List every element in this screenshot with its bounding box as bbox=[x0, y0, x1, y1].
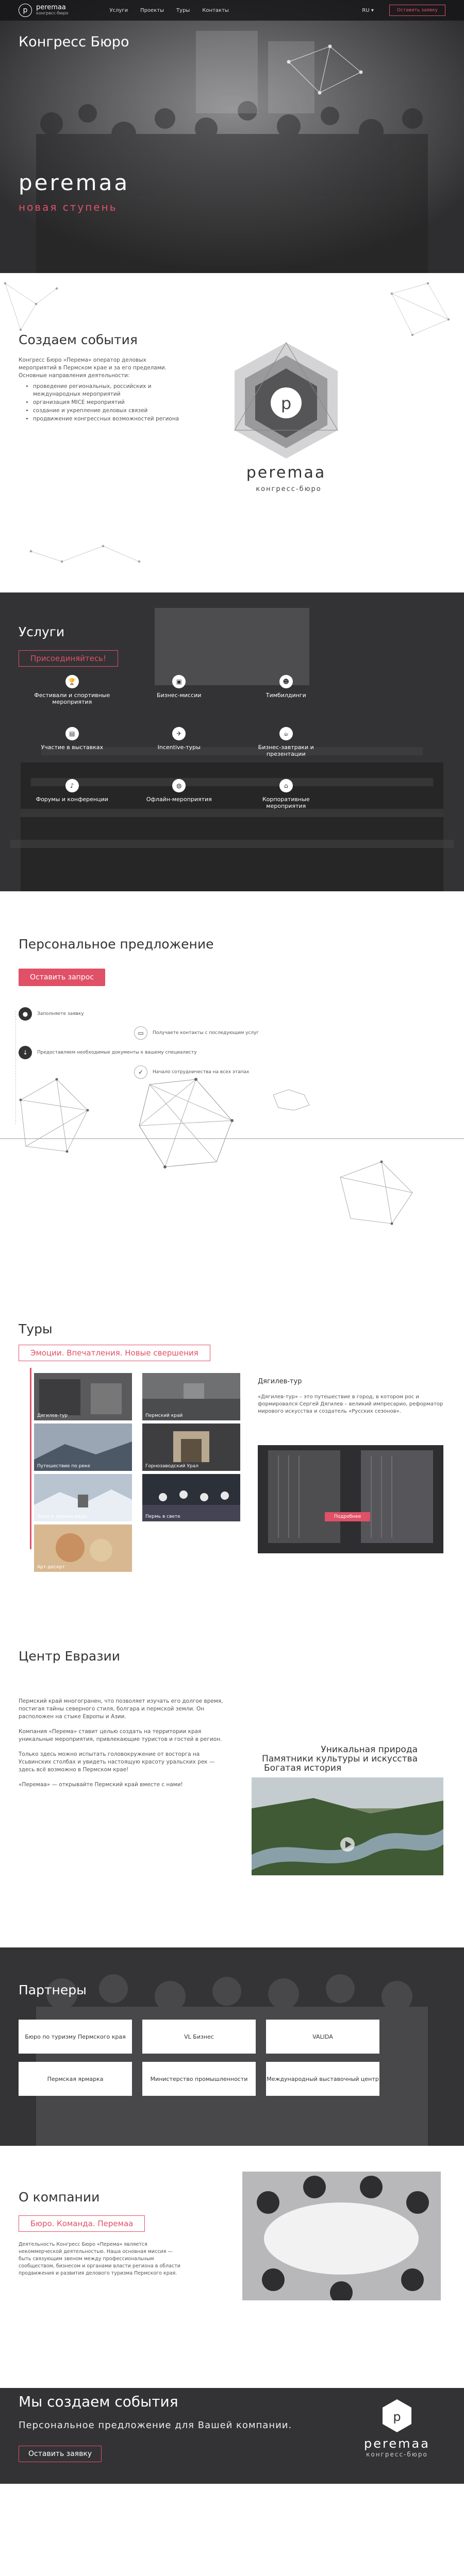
service-forums[interactable] bbox=[19, 779, 126, 809]
nav-item-services[interactable]: Услуги bbox=[109, 7, 128, 13]
meeting-photo bbox=[242, 2172, 441, 2300]
logo-p-icon: p bbox=[19, 4, 32, 17]
tour-card-label: Горнозаводский Урал bbox=[145, 1464, 198, 1469]
tour-card[interactable] bbox=[34, 1423, 132, 1471]
tour-card[interactable] bbox=[34, 1474, 132, 1521]
service-breakfasts[interactable] bbox=[233, 727, 340, 757]
tour-card[interactable] bbox=[142, 1423, 240, 1471]
footer-request-button[interactable]: Оставить заявку bbox=[19, 2446, 102, 2462]
step-1 bbox=[19, 1007, 84, 1021]
services-title: Услуги bbox=[19, 624, 65, 639]
list-item: • организация MICE мероприятий bbox=[33, 399, 184, 406]
caption-nature: Уникальная природа bbox=[321, 1744, 418, 1755]
nav-item-projects[interactable]: Проекты bbox=[140, 7, 164, 13]
eurasia-section bbox=[0, 1605, 464, 1947]
logo-title: peremaa bbox=[246, 464, 326, 482]
tour-card[interactable] bbox=[34, 1524, 132, 1572]
service-label: Форумы и конференции bbox=[36, 796, 108, 803]
events-intro: Конгресс Бюро «Перема» оператор деловых мероприятий в Пермском крае и за его пределами. bbox=[19, 357, 167, 371]
tour-details-button[interactable]: Подробнее bbox=[325, 1512, 370, 1521]
nav-item-contacts[interactable]: Контакты bbox=[202, 7, 229, 13]
events-title: Создаем события bbox=[19, 332, 138, 347]
hero-logo-text: peremaa bbox=[19, 170, 130, 195]
partner-logo[interactable] bbox=[266, 2062, 379, 2096]
tour-card-label: Путешествие по реке bbox=[37, 1464, 90, 1469]
personal-title: Персональное предложение bbox=[19, 937, 214, 952]
about-title: О компании bbox=[19, 2190, 100, 2205]
plane-icon: ✈ bbox=[172, 727, 186, 740]
eurasia-title: Центр Евразии bbox=[19, 1649, 121, 1664]
service-label: Офлайн-мероприятия bbox=[146, 796, 212, 803]
tour-card[interactable] bbox=[142, 1373, 240, 1420]
events-section bbox=[0, 273, 464, 592]
factory-icon: ⌂ bbox=[279, 779, 293, 792]
tour-description-text: «Дягилев-тур» – это путешествие в город, в котором рос и формировался Сергей Дягилев – великий импресарио, реформатор мирового искусства и создатель «Русских сезонов». bbox=[258, 1394, 443, 1414]
partners-section bbox=[0, 1947, 464, 2146]
tours-title: Туры bbox=[19, 1321, 53, 1336]
eurasia-text bbox=[19, 1698, 233, 1796]
service-label: Бизнес-завтраки и презентации bbox=[258, 744, 314, 757]
svg-text:p: p bbox=[393, 2410, 401, 2424]
nav-item-tours[interactable]: Туры bbox=[176, 7, 190, 13]
microphone-icon: ♪ bbox=[65, 779, 79, 792]
about-section bbox=[0, 2146, 464, 2388]
document-icon: ▭ bbox=[134, 1026, 147, 1040]
tours-section bbox=[0, 1275, 464, 1605]
service-label: Тимбилдинги bbox=[266, 692, 306, 699]
partner-logo[interactable] bbox=[142, 2020, 256, 2054]
step-2 bbox=[134, 1026, 259, 1040]
tour-card[interactable] bbox=[34, 1373, 132, 1420]
tour-card-label: Пермь в свете bbox=[145, 1514, 180, 1519]
tour-card-label: Арт-десерт bbox=[37, 1565, 65, 1570]
service-label: Бизнес-миссии bbox=[157, 692, 202, 699]
step-label: Начало сотрудничества на всех этапах bbox=[153, 1070, 250, 1075]
tour-card-label: Дягилев-тур bbox=[37, 1413, 68, 1418]
partner-name: VALIDA bbox=[312, 2033, 333, 2040]
main-nav bbox=[109, 8, 228, 13]
caption-history: Богатая история bbox=[264, 1763, 342, 1773]
hero-title: Конгресс Бюро bbox=[19, 34, 129, 50]
paragraph: Пермский край многогранен, что позволяет изучать его долгое время, постигая тайны северного стиля, болгара и пермской земли. Он расположен на стыке Европы и Азии. bbox=[19, 1698, 223, 1720]
globe-icon: ◍ bbox=[172, 779, 186, 792]
service-incentive-tours[interactable] bbox=[126, 727, 233, 757]
list-item: • создание и укрепление деловых связей bbox=[33, 407, 184, 415]
svg-text:p: p bbox=[280, 394, 292, 413]
footer-subtitle: Персональное предложение для Вашей компании. bbox=[19, 2420, 292, 2431]
request-button[interactable]: Оставить запрос bbox=[19, 969, 105, 986]
about-tagline: Бюро. Команда. Перемаа bbox=[19, 2215, 145, 2232]
eurasia-captions bbox=[227, 1745, 418, 1773]
services-grid bbox=[19, 675, 446, 809]
polygon-decoration bbox=[0, 1069, 464, 1275]
footer-logo-subtitle: конгресс-бюро bbox=[366, 2451, 428, 2458]
partner-name: VL Бизнес bbox=[184, 2033, 214, 2040]
cup-icon: ☕ bbox=[279, 727, 293, 740]
hexagon-logo-icon bbox=[382, 2398, 412, 2433]
tour-description bbox=[258, 1378, 449, 1415]
people-icon: ☻ bbox=[279, 675, 293, 688]
step-3 bbox=[19, 1046, 197, 1059]
personal-offer-section bbox=[0, 891, 464, 1275]
brand-subtitle: конгресс-бюро bbox=[36, 11, 69, 15]
tour-description-title: Дягилев-тур bbox=[258, 1378, 302, 1385]
hero-section bbox=[0, 0, 464, 273]
handshake-icon: ✓ bbox=[134, 1065, 147, 1079]
header-request-button[interactable]: Оставить заявку bbox=[389, 5, 445, 16]
service-label: Корпоративные мероприятия bbox=[262, 796, 310, 809]
service-exhibitions[interactable] bbox=[19, 727, 126, 757]
events-intro-2: Основные направления деятельности: bbox=[19, 372, 130, 379]
partner-name: Бюро по туризму Пермского края bbox=[25, 2033, 126, 2040]
briefcase-icon: ▣ bbox=[172, 675, 186, 688]
tour-card-label: Зима и зимние виды bbox=[37, 1514, 88, 1519]
logo-subtitle: конгресс-бюро bbox=[256, 485, 322, 493]
partner-logo[interactable] bbox=[142, 2062, 256, 2096]
company-hex-logo bbox=[227, 340, 345, 493]
events-description bbox=[19, 357, 184, 423]
partner-name: Министерство промышленности bbox=[150, 2075, 248, 2082]
partners-title: Партнеры bbox=[19, 1982, 87, 1997]
language-label: RU bbox=[362, 7, 370, 13]
events-list bbox=[19, 383, 184, 423]
footer-logo-title: peremaa bbox=[364, 2436, 430, 2451]
services-tagline: Присоединяйтесь! bbox=[19, 650, 118, 667]
download-icon: ↓ bbox=[19, 1046, 32, 1059]
tour-card-label: Пермский край bbox=[145, 1413, 183, 1418]
caption-culture: Памятники культуры и искусства bbox=[261, 1754, 418, 1764]
step-label: Предоставляем необходимые документы к вашему специалисту bbox=[37, 1050, 197, 1055]
river-landscape-photo bbox=[252, 1777, 443, 1875]
tour-feature-image bbox=[258, 1445, 443, 1553]
presentation-icon: ▤ bbox=[65, 727, 79, 740]
footer-title: Мы создаем события bbox=[19, 2393, 178, 2410]
paragraph: Только здесь можно испытать головокружение от восторга на Усьвинских столбах и увидеть настоящую красоту уральских рек — здесь всё возможно в Пермском крае! bbox=[19, 1751, 215, 1773]
tour-card[interactable] bbox=[142, 1474, 240, 1521]
service-festivals[interactable] bbox=[19, 675, 126, 705]
top-navigation-bar bbox=[0, 0, 464, 21]
service-offline-events[interactable] bbox=[126, 779, 233, 809]
hexagon-logo-icon bbox=[227, 340, 345, 464]
partner-logo[interactable] bbox=[19, 2020, 132, 2054]
service-business-missions[interactable] bbox=[126, 675, 233, 705]
trophy-icon: 🏆 bbox=[65, 675, 79, 688]
partner-name: Международный выставочный центр bbox=[267, 2075, 379, 2082]
list-item: • продвижение конгрессных возможностей региона bbox=[33, 415, 184, 423]
service-label: Incentive-туры bbox=[157, 744, 201, 751]
paragraph: «Перемаа» — открывайте Пермский край вместе с нами! bbox=[19, 1782, 183, 1788]
step-label: Заполняете заявку bbox=[37, 1011, 84, 1016]
brand-name: peremaa bbox=[36, 4, 66, 11]
hero-slogan: новая ступень bbox=[19, 201, 118, 213]
header-logo[interactable] bbox=[19, 4, 68, 17]
footer-section bbox=[0, 2388, 464, 2484]
list-item: • проведение региональных, российских и международных мероприятий bbox=[33, 383, 184, 398]
language-selector[interactable]: RU ▾ bbox=[362, 7, 374, 13]
partner-logo[interactable] bbox=[266, 2020, 379, 2054]
partner-logo[interactable] bbox=[19, 2062, 132, 2096]
tours-tagline: Эмоции. Впечатления. Новые свершения bbox=[19, 1345, 210, 1361]
footer-logo bbox=[361, 2398, 433, 2458]
service-label: Участие в выставках bbox=[41, 744, 104, 751]
user-icon: ● bbox=[19, 1007, 32, 1021]
about-text: Деятельность Конгресс Бюро «Перема» является некоммерческой деятельностью. Наша основная миссия — быть связующим звеном между профессиональным сообществом, бизнесом и органами власти региона в области продвижения и развития делового туризма Пермского края. bbox=[19, 2242, 180, 2276]
partner-name: Пермская ярмарка bbox=[47, 2075, 104, 2082]
step-label: Получаете контакты с последующим услуг bbox=[153, 1030, 259, 1036]
service-corporate-events[interactable] bbox=[233, 779, 340, 809]
paragraph: Компания «Перема» ставит целью создать на территории края уникальные мероприятия, привлекающие туристов и гостей в регион. bbox=[19, 1728, 222, 1742]
service-teambuilding[interactable] bbox=[233, 675, 340, 705]
services-section bbox=[0, 592, 464, 891]
service-label: Фестивали и спортивные мероприятия bbox=[34, 692, 110, 705]
accent-line bbox=[30, 1368, 31, 1549]
